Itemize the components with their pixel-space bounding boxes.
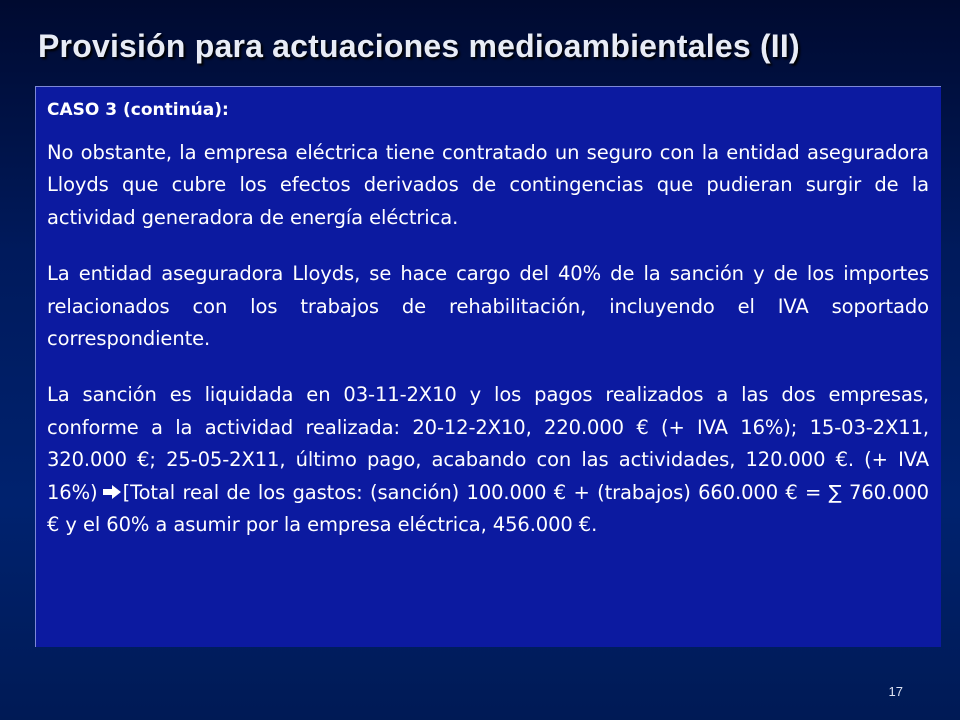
payments-text: La sanción es liquidada en 03-11-2X10 y los pagos realizados a las dos empresas, conforme a la actividad realizada: 20-12-2X10, 220.000 € (+ IVA 16%); 15-03-2X11, 320.000 €; 25-05-2X11, último pago, acabando con las actividades, 120.000 €. (+ IVA 16%) [47, 383, 929, 504]
total-summary-text: [Total real de los gastos: (sanción) 100.000 € + (trabajos) 660.000 € = ∑ 760.000 € y el 60% a asumir por la empresa eléctrica, 456.000 €. [47, 480, 929, 537]
slide-title: Provisión para actuaciones medioambientales (II) [38, 28, 800, 64]
paragraph-insurance: No obstante, la empresa eléctrica tiene contratado un seguro con la entidad aseguradora Lloyds que cubre los efectos derivados de contingencias que pudieran surgir de la actividad generadora de energía eléctrica. [47, 141, 929, 229]
right-arrow-icon [102, 484, 122, 500]
paragraph-coverage: La entidad aseguradora Lloyds, se hace cargo del 40% de la sanción y de los importes relacionados con los trabajos de rehabilitación, incluyendo el IVA soportado correspondiente. [47, 262, 929, 351]
paragraph-payments [47, 379, 929, 541]
page-number: 17 [888, 684, 903, 699]
case-heading: CASO 3 (continúa): [47, 100, 229, 120]
content-box [35, 86, 941, 647]
